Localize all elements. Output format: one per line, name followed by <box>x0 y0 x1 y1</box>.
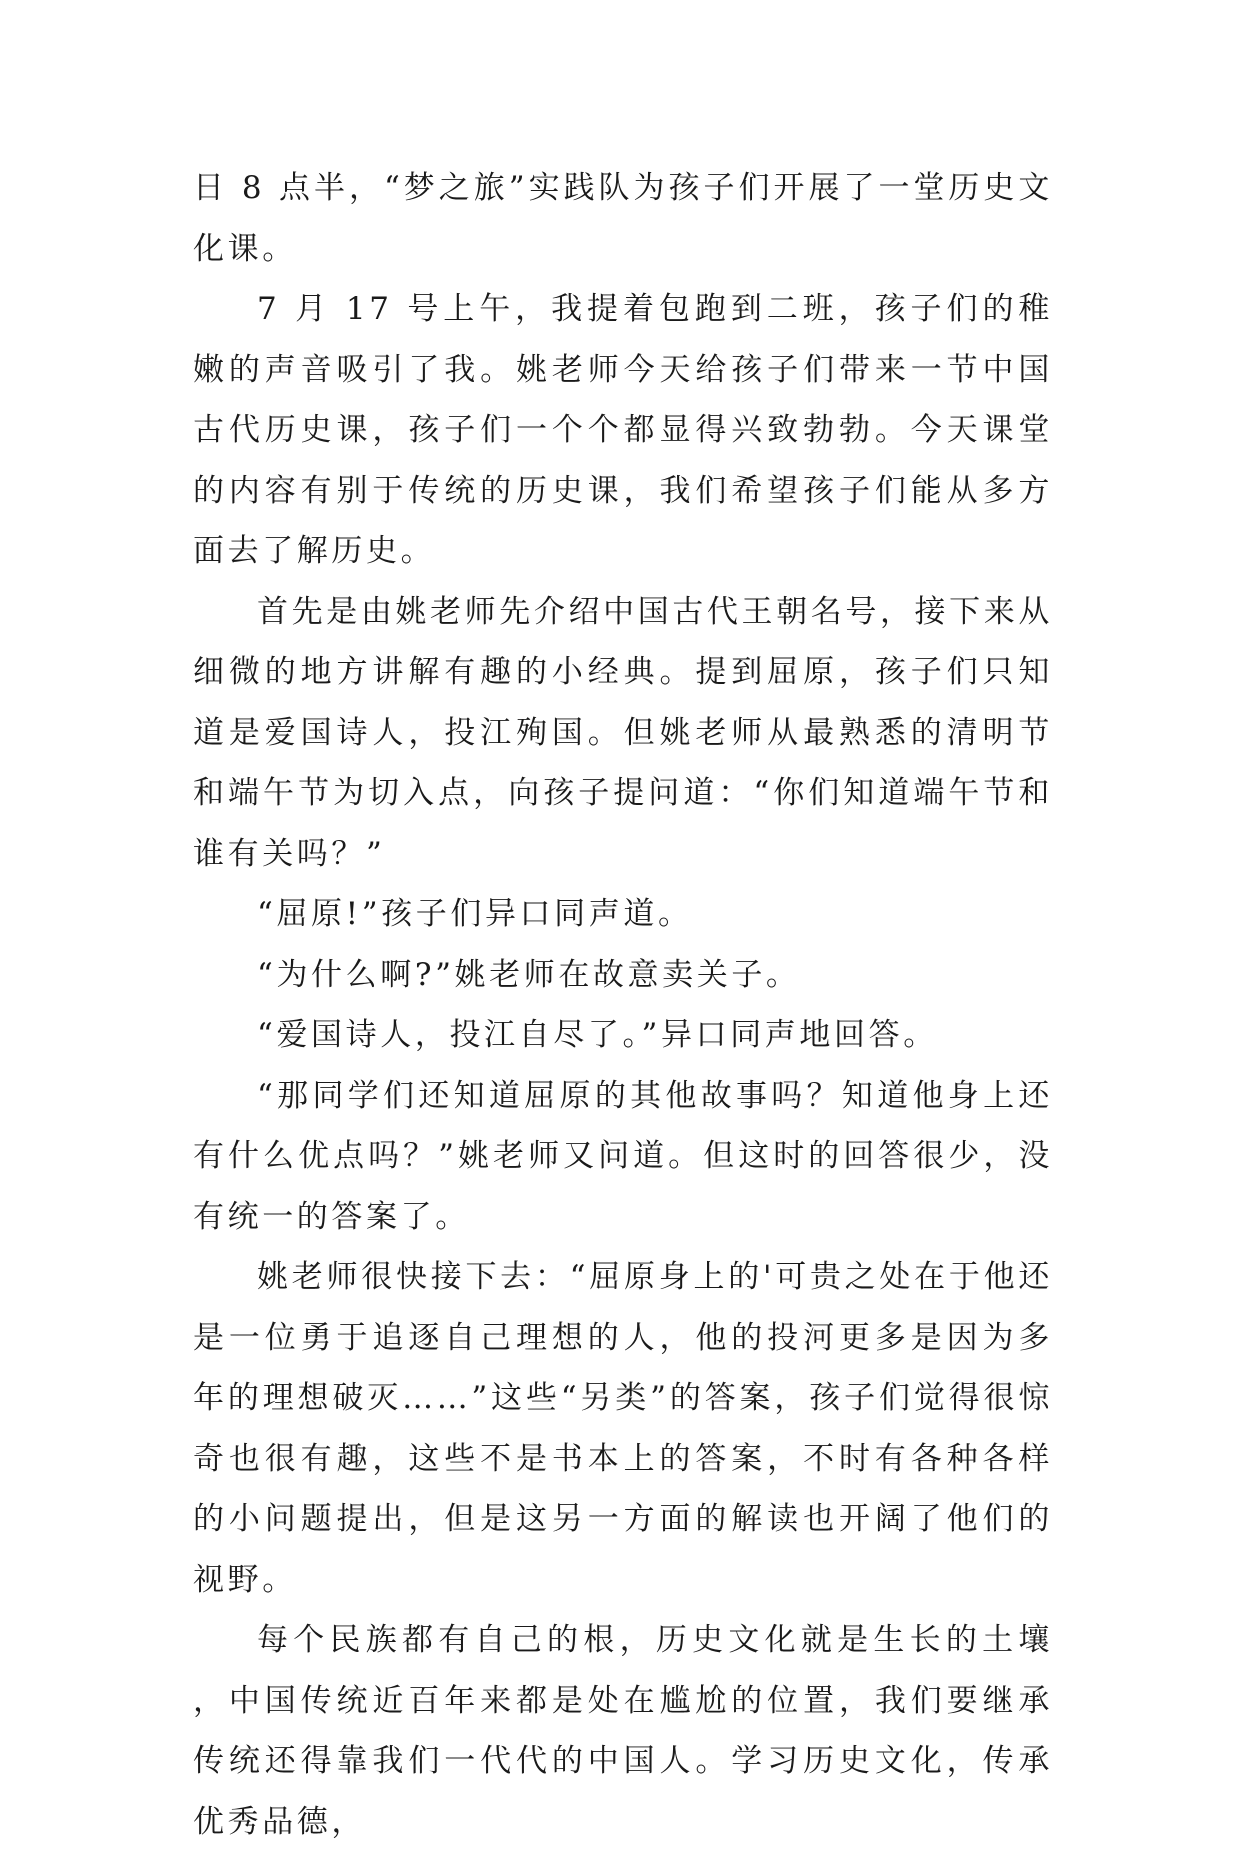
paragraph-4: “屈原!”孩子们异口同声道。 <box>257 896 693 932</box>
paragraph-9: 每个民族都有自己的根，历史文化就是生长的土壤 ，中国传统近百年来都是处在尴尬的位置，我们要继承传统还得靠我们一代代的中国人。学习历史文化，传承优秀品德， <box>193 1622 1053 1840</box>
paragraph-6: “爱国诗人，投江自尽了。”异口同声地回答。 <box>257 1017 938 1053</box>
document-body <box>193 158 1053 1852</box>
paragraph-8: 姚老师很快接下去：“屈原身上的'可贵之处在于他还是一位勇于追逐自己理想的人，他的投河更多是因为多年的理想破灭……”这些“另类”的答案，孩子们觉得很惊奇也很有趣，这些不是书本上的答案，不时有各种各样的小问题提出，但是这另一方面的解读也开阔了他们的视野。 <box>193 1259 1053 1598</box>
paragraph-2: 7 月 17 号上午，我提着包跑到二班，孩子们的稚嫩的声音吸引了我。姚老师今天给孩子们带来一节中国古代历史课，孩子们一个个都显得兴致勃勃。今天课堂的内容有别于传统的历史课，我们希望孩子们能从多方面去了解历史。 <box>193 291 1053 569</box>
paragraph-7: “那同学们还知道屈原的其他故事吗？知道他身上还有什么优点吗？”姚老师又问道。但这时的回答很少，没有统一的答案了。 <box>193 1077 1053 1235</box>
paragraph-1: 日 8 点半，“梦之旅”实践队为孩子们开展了一堂历史文化课。 <box>193 170 1053 267</box>
paragraph-5: “为什么啊?”姚老师在故意卖关子。 <box>257 956 801 993</box>
paragraph-3: 首先是由姚老师先介绍中国古代王朝名号，接下来从细微的地方讲解有趣的小经典。提到屈原，孩子们只知道是爱国诗人，投江殉国。但姚老师从最熟悉的清明节和端午节为切入点，向孩子提问道：“你们知道端午节和谁有关吗？” <box>193 593 1053 872</box>
